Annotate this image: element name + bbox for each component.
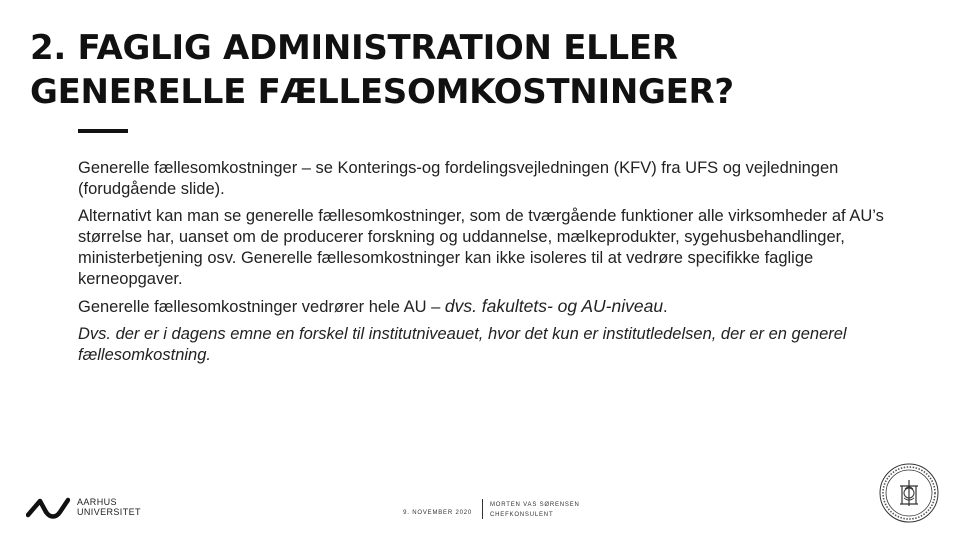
footer-date: 9. NOVEMBER 2020 [403, 510, 472, 516]
university-name [77, 497, 141, 517]
footer-author-title: CHEFKONSULENT [490, 512, 554, 518]
university-seal-icon [878, 462, 940, 524]
paragraph-whole-au-emphasis: dvs. fakultets- og AU-niveau [444, 296, 664, 316]
slide-title-line-2: GENERELLE FÆLLESOMKOSTNINGER? [30, 72, 734, 112]
slide-title [30, 26, 930, 114]
au-wave-logo-icon [26, 495, 70, 519]
footer-author-name: MORTEN VAS SØRENSEN [490, 502, 580, 508]
paragraph-whole-au [78, 296, 898, 318]
paragraph-whole-au-end: . [663, 298, 668, 316]
footer-author [490, 500, 580, 520]
paragraph-kfv: Generelle fællesomkostninger – se Konterings-og fordelingsvejledningen (KFV) fra UFS og vejledningen (forudgående slide). [78, 159, 839, 198]
paragraph-alternative: Alternativt kan man se generelle fællesomkostninger, som de tværgående funktioner alle virksomheder af AU’s størrelse har, uanset om de producerer forskning og uddannelse, mælkeprodukter, sygehusbehandlinger, ministerbetjening osv. Generelle fællesomkostninger kan ikke isoleres til at vedrøre specifikke faglige kerneopgaver. [78, 207, 884, 288]
title-underline [78, 129, 128, 133]
university-name-line-1: AARHUS [77, 497, 117, 507]
paragraph-whole-au-text: Generelle fællesomkostninger vedrører hele AU – [78, 298, 445, 316]
slide-title-line-1: 2. FAGLIG ADMINISTRATION ELLER [30, 28, 678, 68]
footer-divider [482, 499, 483, 519]
slide-body [78, 158, 898, 372]
university-name-line-2: UNIVERSITET [77, 507, 141, 517]
paragraph-institute-note: Dvs. der er i dagens emne en forskel til institutniveauet, hvor det kun er institutledelsen, der er en generel fællesomkostning. [78, 325, 847, 364]
